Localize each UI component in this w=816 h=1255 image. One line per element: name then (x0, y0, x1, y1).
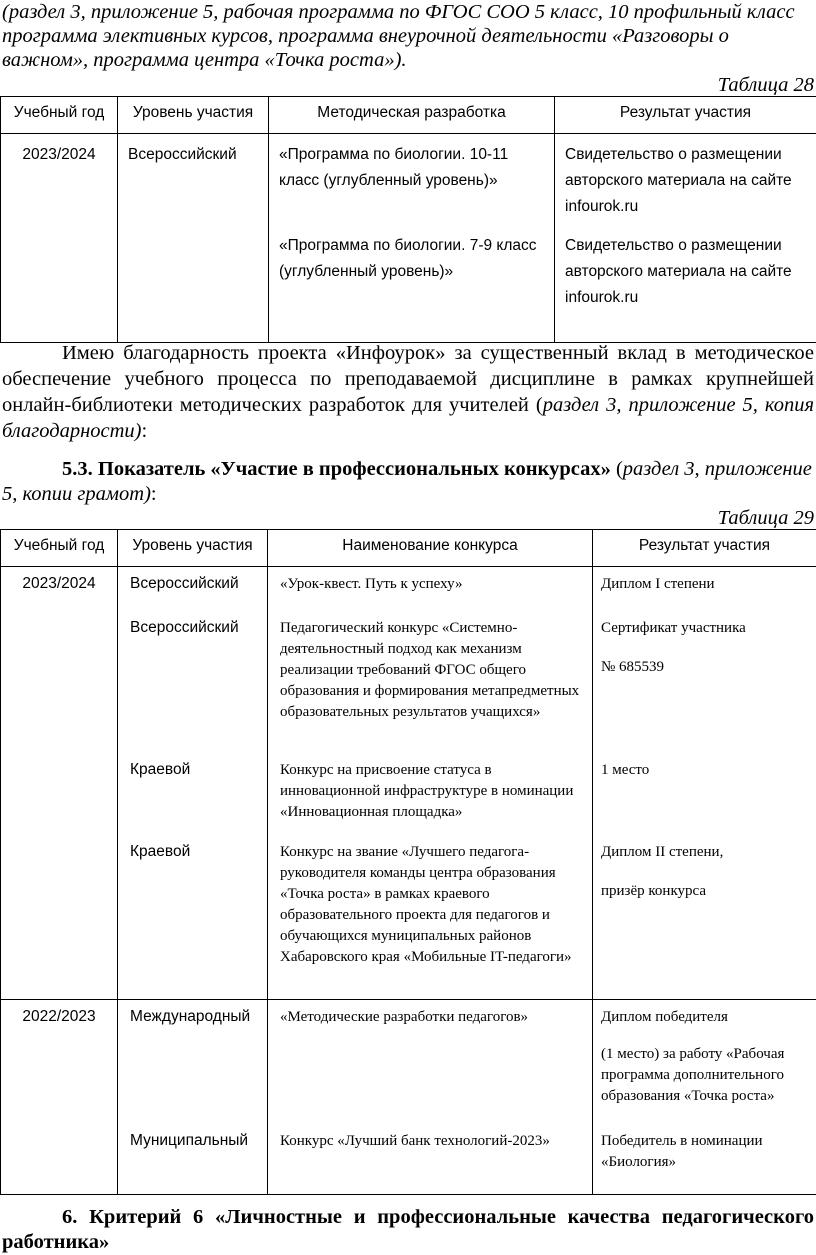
table-row (1, 1000, 816, 1125)
header-year: Учебный год (1, 530, 118, 567)
development-cell: «Программа по биологии. 10-11 класс (углубленный уровень)» (269, 134, 555, 225)
level-cell: Краевой (118, 835, 268, 1000)
header-result: Результат участия (555, 97, 816, 134)
criterion-6-heading: 6. Критерий 6 «Личностные и профессиональные качества педагогического работника» (2, 1205, 814, 1255)
section-5-3-end: : (151, 483, 157, 505)
result-cell (593, 611, 816, 753)
result-cell (593, 753, 816, 835)
result-cell (593, 1124, 816, 1195)
gratitude-end: : (142, 420, 148, 442)
section-5-3-ref: раздел 3, приложение 5, копии грамот) (2, 458, 812, 505)
result-cell: Свидетельство о размещении авторского материала на сайте infourok.ru (555, 225, 816, 343)
table-row (1, 611, 816, 753)
table-28 (0, 96, 816, 343)
result-cell (593, 835, 816, 1000)
contest-cell: Педагогический конкурс «Системно-деятельностный подход как механизм реализации требований ФГОС общего образования и формирования метапредметных образовательных результатов учащихся» (268, 611, 593, 753)
table-row (1, 753, 816, 835)
header-level: Уровень участия (118, 530, 268, 567)
result-line: Диплом I степени (601, 574, 810, 595)
result-line: Диплом II степени, (601, 842, 810, 863)
header-year: Учебный год (1, 97, 118, 134)
year-cell: 2022/2023 (1, 1000, 118, 1195)
table-header-row (1, 97, 816, 134)
development-cell: «Программа по биологии. 7-9 класс (углубленный уровень)» (269, 225, 555, 343)
table-row (1, 835, 816, 1000)
table-row (1, 134, 816, 225)
level-cell: Международный (118, 1000, 268, 1125)
header-level: Уровень участия (118, 97, 269, 134)
result-cell: Свидетельство о размещении авторского материала на сайте infourok.ru (555, 134, 816, 225)
intro-text: (раздел 3, приложение 5, рабочая программа по ФГОС СОО 5 класс, 10 профильный класс программа элективных курсов, программа внеурочной деятельности «Разговоры о важном», программа центра «Точка роста»). (2, 0, 814, 72)
result-line: (1 место) за работу «Рабочая программа дополнительного образования «Точка роста» (601, 1044, 810, 1107)
table-header-row (1, 530, 816, 567)
level-cell: Муниципальный (118, 1124, 268, 1195)
gratitude-text: Имею благодарность проекта «Инфоурок» за существенный вклад в методическое обеспечение учебного процесса по преподаваемой дисциплине в рамках крупнейшей онлайн-библиотеки методических разработок для учителей ( (2, 342, 814, 416)
level-cell: Краевой (118, 753, 268, 835)
table-row (1, 567, 816, 612)
table-row (1, 1124, 816, 1195)
result-line: Диплом победителя (601, 1007, 810, 1028)
level-cell: Всероссийский (118, 567, 268, 612)
result-line: призёр конкурса (601, 881, 810, 902)
section-5-3-title: 5.3. Показатель «Участие в профессиональных конкурсах» (62, 458, 611, 480)
contest-cell: «Урок-квест. Путь к успеху» (268, 567, 593, 612)
gratitude-paragraph (2, 340, 814, 444)
table-29-caption: Таблица 29 (718, 507, 814, 530)
result-cell (593, 1000, 816, 1125)
result-line: 1 место (601, 760, 810, 781)
table-29 (0, 529, 816, 1195)
section-5-3-open: ( (611, 458, 623, 480)
year-cell: 2023/2024 (1, 567, 118, 1000)
contest-cell: «Методические разработки педагогов» (268, 1000, 593, 1125)
result-line: Победитель в номинации «Биология» (601, 1131, 810, 1173)
year-cell: 2023/2024 (1, 134, 118, 343)
table-28-caption: Таблица 28 (718, 74, 814, 97)
result-line: № 685539 (601, 657, 810, 678)
result-line: Сертификат участника (601, 618, 810, 639)
gratitude-ref: раздел 3, приложение 5, копия благодарности) (2, 394, 814, 442)
contest-cell: Конкурс на присвоение статуса в инновационной инфраструктуре в номинации «Инновационная площадка» (268, 753, 593, 835)
contest-cell: Конкурс на звание «Лучшего педагога-руководителя команды центра образования «Точка роста» в рамках краевого образовательного проекта для педагогов и обучающихся муниципальных районов Хабаровского края «Мобильные IT-педагоги» (268, 835, 593, 1000)
header-development: Методическая разработка (269, 97, 555, 134)
header-result: Результат участия (593, 530, 816, 567)
header-contest: Наименование конкурса (268, 530, 593, 567)
contest-cell: Конкурс «Лучший банк технологий-2023» (268, 1124, 593, 1195)
level-cell: Всероссийский (118, 611, 268, 753)
level-cell: Всероссийский (118, 134, 269, 343)
result-cell (593, 567, 816, 612)
section-5-3-heading (2, 457, 814, 507)
